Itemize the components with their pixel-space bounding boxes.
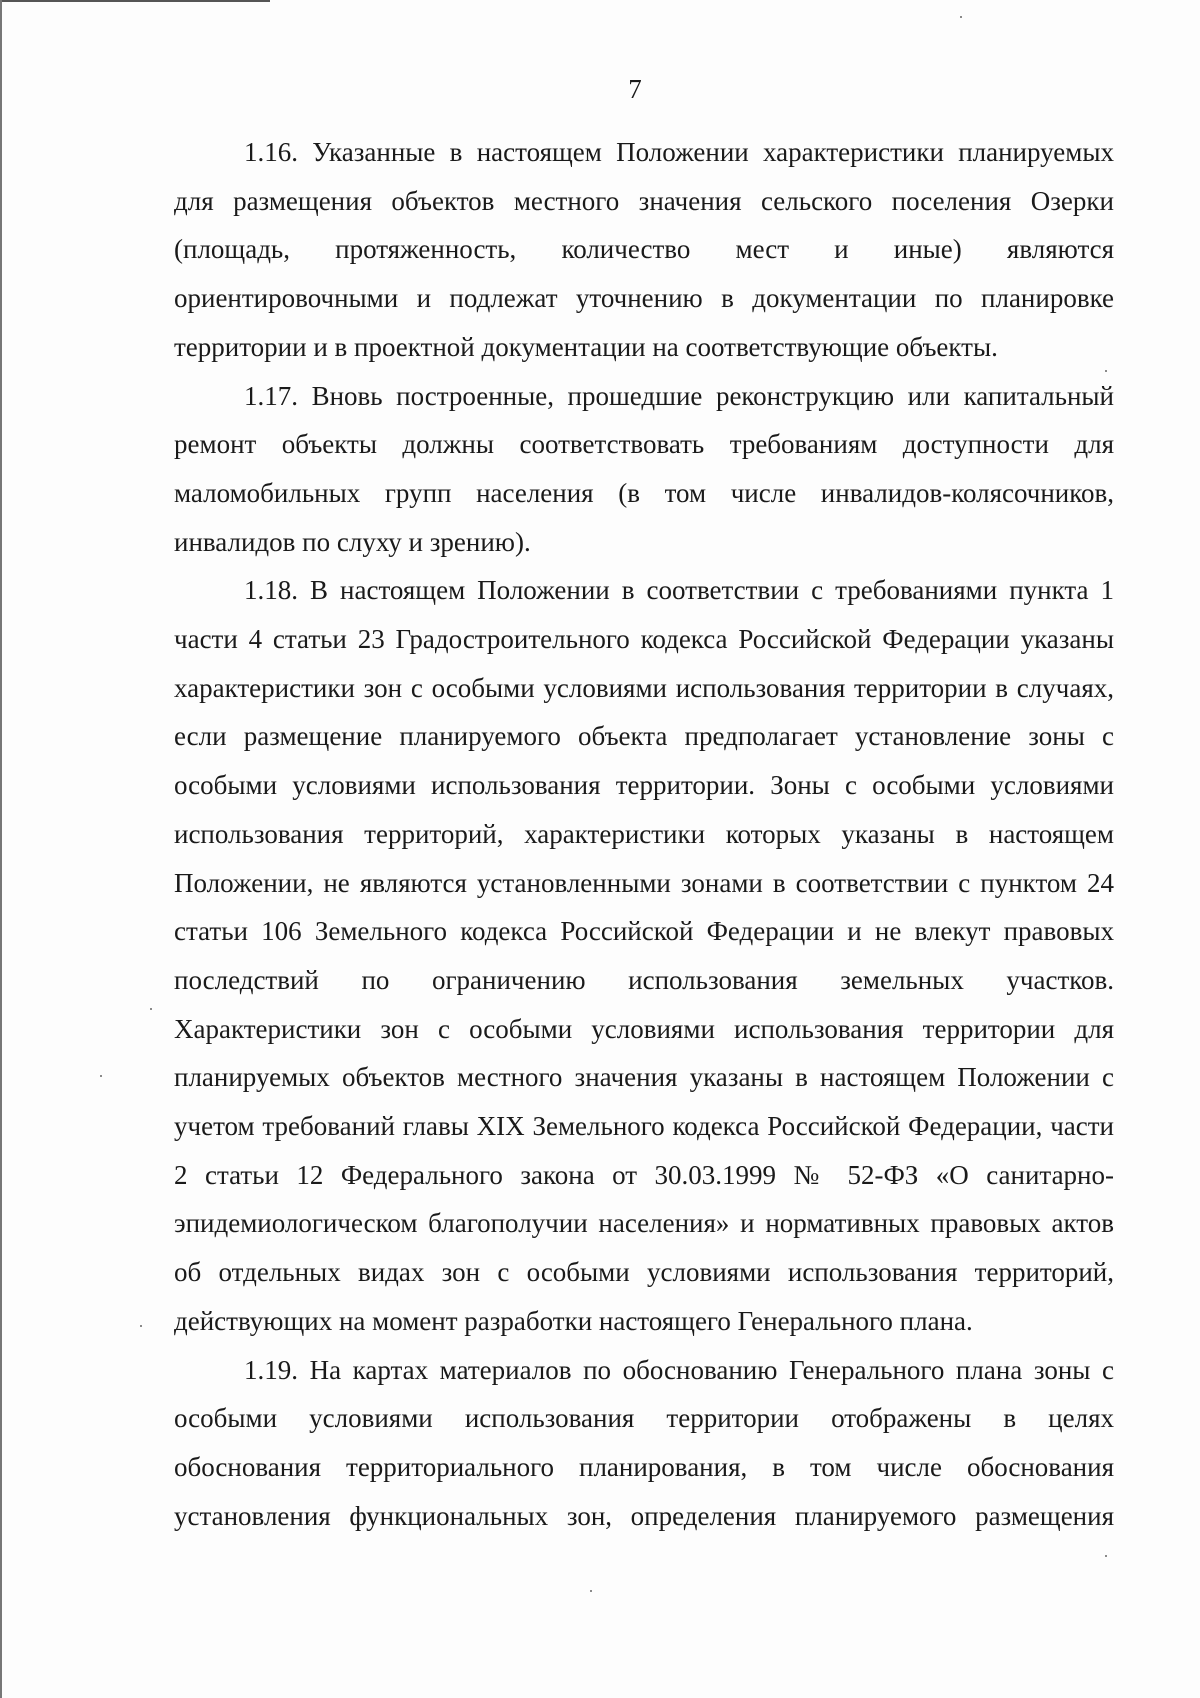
scan-edge-top — [0, 0, 270, 2]
scan-speck — [100, 1075, 102, 1077]
scan-speck — [1105, 370, 1107, 372]
paragraph-1-19: 1.19. На картах материалов по обоснованию Генерального плана зоны с особыми условиями использования территории отображены в целях обоснования территориального планирования, в том числе обоснования установления функциональных зон, определения планируемого размещения — [174, 1354, 1114, 1531]
scan-speck — [960, 16, 962, 18]
paragraph-1-17: 1.17. Вновь построенные, прошедшие реконструкцию или капитальный ремонт объекты должны соответствовать требованиям доступности для маломобильных групп населения (в том числе инвалидов-колясочников, инвалидов по слуху и зрению). — [174, 380, 1114, 557]
scan-edge-left — [0, 0, 2, 1698]
page-number: 7 — [628, 74, 642, 104]
scan-speck — [140, 1325, 142, 1327]
paragraph-1-18: 1.18. В настоящем Положении в соответствии с требованиями пункта 1 части 4 статьи 23 Градостроительного кодекса Российской Федерации указаны характеристики зон с особыми условиями использования территории в случаях, если размещение планируемого объекта предполагает установление зоны с особыми условиями использования территории. Зоны с особыми условиями использования территорий, характеристики которых указаны в настоящем Положении, не являются установленными зонами в соответствии с пунктом 24 статьи 106 Земельного кодекса Российской Федерации и не влекут правовых последствий по ограничению использования земельных участков. Характеристики зон с особыми условиями использования территории для планируемых объектов местного значения указаны в настоящем Положении с учетом требований главы XIX Земельного кодекса Российской Федерации, части 2 статьи 12 Федерального закона от 30.03.1999 № 52-ФЗ «О санитарно-эпидемиологическом благополучии населения» и нормативных правовых актов об отдельных видах зон с особыми условиями использования территорий, действующих на момент разработки настоящего Генерального плана. — [174, 575, 1114, 1336]
scan-speck — [1105, 1555, 1107, 1557]
paragraph-1-16: 1.16. Указанные в настоящем Положении характеристики планируемых для размещения объектов местного значения сельского поселения Озерки (площадь, протяженность, количество мест и иные) являются ориентировочными и подлежат уточнению в документации по планировке территории и в проектной документации на соответствующие объекты. — [174, 137, 1114, 362]
scan-speck — [150, 1008, 152, 1010]
document-body — [174, 128, 1114, 1540]
scan-speck — [590, 1590, 592, 1592]
